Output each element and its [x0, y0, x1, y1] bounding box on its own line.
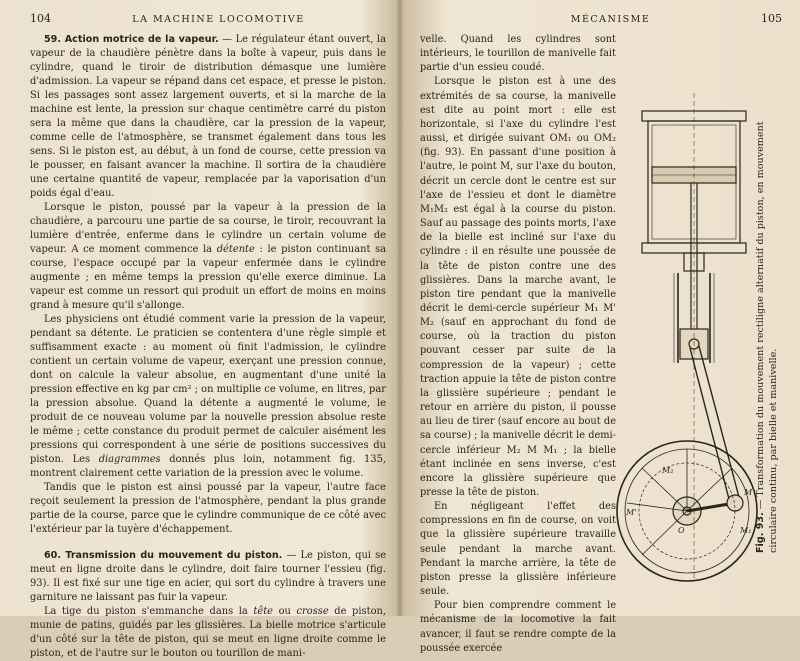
figure-93	[622, 33, 788, 593]
label-o: O	[678, 526, 685, 535]
figure-caption	[754, 73, 780, 553]
section-59-p3: Les physiciens ont étudié comment varie la pression de la vapeur, pendant sa détente. Le praticien se contentera d'une règle simple et suffisamment exacte : au moment où finit l'admission, le cylindre contient un certain volume de vapeur, exerçant une pression connue, dont on calcule la valeur absolue, en augmentant d'une unité la pression effective en kg par cm² ; on multiplie ce volume, en litres, par la pression absolue. Quand la détente a augmenté le volume, le produit de ce nouveau volume par la nouvelle pression absolue reste le même ; cette constance du produit permet de calculer aisément les pressions qui correspondent à une série de positions successives du piston. Les diagrammes donnés plus loin, notamment fig. 135, montrent clairement cette variation de la pression avec le volume.	[30, 314, 387, 479]
right-text-column	[420, 33, 616, 656]
section-59-p2: Lorsque le piston, poussé par la vapeur à la pression de la chaudière, a parcouru une partie de sa course, le tiroir, recouvrant la lumière d'entrée, enferme dans le cylindre un certain volume de vapeur. A ce moment commence la détente : le piston continuant sa course, l'espace occupé par la vapeur enfermée dans le cylindre augmente ; en même temps la pression qu'elle exerce diminue. La vapeur est comme un ressort qui produit un effort de moins en moins grand à mesure qu'il s'allonge.	[30, 202, 387, 311]
section-59-p1: 59. Action motrice de la vapeur. — Le régulateur étant ouvert, la vapeur de la chaudière pénètre dans la boîte à vapeur, puis dans le cylindre, quand le tiroir de distribution démasque une lumière d'admission. La vapeur se répand dans cet espace, et presse le piston. Si les passages sont assez largement ouverts, et si la marche de la machine est lente, la pression sur chaque centimètre carré du piston sera la même que dans la chaudière, car la pression de la vapeur, comme celle de l'atmosphère, se transmet également dans tous les sens. Si le piston est, au début, à un fond de course, cette pression va le pousser, en faisant avancer la machine. Il sortira de la chaudière une certaine quantité de vapeur, remplacée par la vaporisation d'un poids égal d'eau.	[30, 34, 386, 199]
page-number-right: 105	[761, 12, 782, 25]
figure-caption-box	[754, 83, 794, 583]
left-page	[0, 0, 398, 659]
connecting-rod	[690, 348, 730, 503]
label-m1: M₁	[740, 526, 752, 535]
figure-caption-text: — Transformation du mouvement rectiligne alternatif du piston, en mouvement circulaire continu, par bielle et manivelle.	[755, 121, 779, 553]
label-m: M	[744, 488, 753, 497]
section-60-p2: La tige du piston s'emmanche dans la tête ou crosse de piston, munie de patins, guidés par les glissières. La bielle motrice s'articule d'un côté sur la tête de piston, qui se meut en ligne droite comme le piston, et de l'autre sur le bouton ou tourillon de mani-	[30, 606, 387, 659]
running-title-right: MÉCANISME	[570, 14, 651, 25]
right-columns	[420, 33, 782, 656]
right-p3: En négligeant l'effet des compressions en fin de course, on voit que la glissière supérieure travaille seule pendant la marche avant. Pendant la marche arrière, la tête de piston presse la glissière inférieure seule.	[420, 501, 616, 598]
left-running-head	[30, 12, 386, 25]
running-title-left: LA MACHINE LOCOMOTIVE	[132, 14, 305, 25]
section-59-heading: 59. Action motrice de la vapeur.	[44, 34, 219, 45]
right-running-head	[420, 12, 782, 25]
section-60-p1: 60. Transmission du mouvement du piston. — Le piston, qui se meut en ligne droite dans le cylindre, doit faire tourner l'essieu (fig. 93). Il est fixé sur une tige en acier, qui sort du cylindre à travers une garniture ne laissant pas fuir la vapeur.	[30, 550, 387, 603]
page-number-left: 104	[30, 12, 51, 25]
label-m-prime: M'	[626, 508, 637, 517]
label-m2: M₂	[662, 466, 674, 475]
figure-caption-label: Fig. 93.	[755, 512, 766, 553]
right-p2: Lorsque le piston est à une des extrémités de sa course, la manivelle est dite au point mort : elle est horizontale, si l'axe du cylindre l'est aussi, et dirigée suivant OM₁ ou OM₂ (fig. 93). En passant d'une position à l'autre, le point M, sur l'axe du bouton, décrit un cercle dont le centre est sur l'axe de l'essieu et dont le diamètre M₁M₂ est égal à la course du piston. Sauf au passage des points morts, l'axe de la bielle est incliné sur l'axe du cylindre : il en résulte une poussée de la tête de piston contre une des glissières. Dans la marche avant, le piston tire pendant que la manivelle décrit le demi-cercle supérieur M₁ M' M₂ (sauf en approchant du fond de course, où la traction du piston pouvant cesser par suite de la compression de la vapeur) ; cette traction appuie la tête de piston contre la glissière supérieure ; pendant le retour en arrière du piston, il pousse au lieu de tirer (sauf encore au bout de sa course) ; la manivelle décrit le demi-cercle inférieur M₂ M M₁ ; la bielle étant inclinée en sens inverse, c'est encore la glissière supérieure que presse la tête de piston.	[420, 76, 617, 498]
right-page	[402, 0, 800, 654]
section-60-heading: 60. Transmission du mouvement du piston.	[44, 550, 283, 561]
section-59-p4: Tandis que le piston est ainsi poussé par la vapeur, l'autre face reçoit seulement la pression de l'atmosphère, pendant la plus grande partie de la course, parce que le cylindre communique de ce côté avec l'extérieur par la tuyère d'échappement.	[30, 482, 386, 535]
crank-pin	[727, 495, 743, 511]
right-p1: velle. Quand les cylindres sont intérieurs, le tourillon de manivelle fait partie d'un essieu coudé.	[420, 34, 616, 74]
right-p4: Pour bien comprendre comment le mécanisme de la locomotive la fait avancer, il faut se rendre compte de la poussée exercée	[420, 600, 616, 654]
